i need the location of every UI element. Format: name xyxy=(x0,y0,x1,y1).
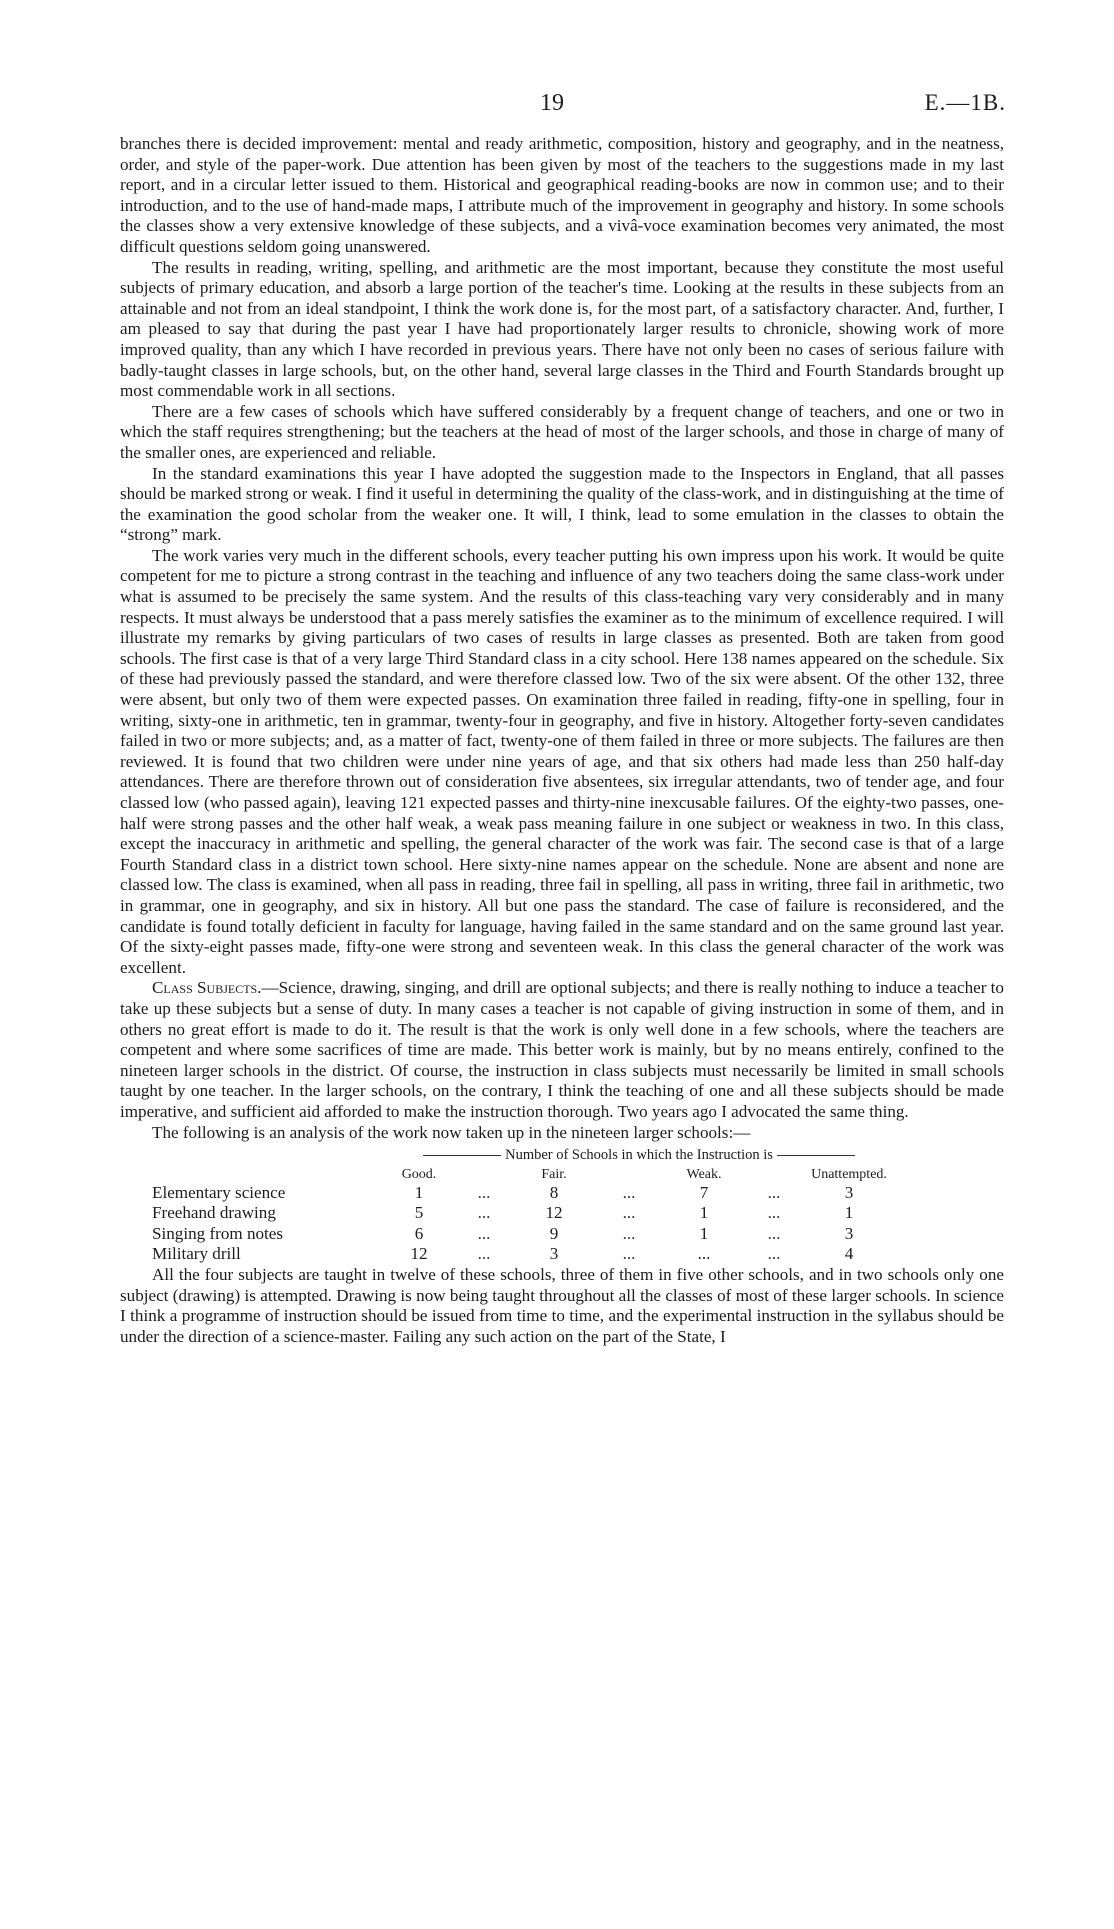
column-header-fair: Fair. xyxy=(541,1166,567,1182)
table-row xyxy=(152,1224,894,1245)
leader-dots: ... xyxy=(477,1203,491,1223)
leader-dots: ... xyxy=(622,1182,636,1202)
caption-rule-right xyxy=(777,1155,855,1156)
leader-dots: ... xyxy=(477,1244,491,1264)
leader-dots: ... xyxy=(622,1203,636,1223)
caption-rule-left xyxy=(423,1155,501,1156)
paragraph-results: The results in reading, writing, spelling, and arithmetic are the most important, because they constitute the most useful subjects of primary education, and absorb a large portion of the teacher's time. Looking at the results in these subjects from an attainable and not from an ideal standpoint, I think the work done is, for the most part, of a satisfactory character. And, further, I am pleased to say that during the past year I have had proportionately larger results to chronicle, showing work of more improved quality, than any which I have recorded in previous years. There have not only been no cases of serious failure with badly-taught classes in large schools, but, on the other hand, several large classes in the Third and Fourth Standards brought up most commendable work in all sections. xyxy=(120,257,1004,401)
body-text xyxy=(120,134,1004,1347)
column-header-good: Good. xyxy=(401,1166,437,1182)
page-number: 19 xyxy=(540,90,564,116)
cell-good: 1 xyxy=(414,1182,424,1202)
paragraph-teachers: There are a few cases of schools which have suffered considerably by a frequent change of teachers, and one or two in which the staff requires strengthening; but the teachers at the head of most of the larger schools, and those in charge of many of the smaller ones, are experienced and reliable. xyxy=(120,401,1004,462)
document-reference: E.—1B. xyxy=(924,90,1006,115)
row-subject: Military drill xyxy=(152,1244,241,1264)
cell-good: 6 xyxy=(414,1223,424,1243)
cell-unattempted: 3 xyxy=(844,1223,854,1243)
cell-weak: 1 xyxy=(699,1223,709,1243)
leader-dots: ... xyxy=(477,1223,491,1243)
row-subject: Elementary science xyxy=(152,1182,286,1202)
leader-dots: ... xyxy=(767,1203,781,1223)
cell-good: 12 xyxy=(410,1244,428,1264)
column-header-unattempted: Unattempted. xyxy=(811,1166,887,1182)
leader-dots: ... xyxy=(767,1182,781,1202)
paragraph-class-subjects xyxy=(120,978,1004,1122)
paragraph-class-cases: The work varies very much in the different schools, every teacher putting his own impress upon his work. It would be quite competent for me to picture a strong contrast in the teaching and influence of any two teachers doing the same class-work under what is assumed to be precisely the same system. And the results of this class-teaching vary very considerably and in many respects. It must always be understood that a pass merely satisfies the examiner as to the minimum of excellence required. I will illustrate my remarks by giving particulars of two cases of results in large classes as presented. Both are taken from good schools. The first case is that of a very large Third Standard class in a city school. Here 138 names appeared on the schedule. Six of these had previously passed the standard, and were therefore classed low. Two of the six were absent. Of the other 132, three were absent, but only two of them were expected passes. On examination three failed in reading, fifty-one in spelling, four in writing, sixty-one in arithmetic, ten in grammar, twenty-four in geography, and five in history. Altogether forty-seven candidates failed in two or more subjects; and, as a matter of fact, twenty-one of them failed in three or more subjects. The failures are then reviewed. It is found that two children were under nine years of age, and that six others had made less than 250 half-day attendances. There are therefore thrown out of consideration five absentees, six irregular attendants, two of tender age, and four classed low (who passed again), leaving 121 expected passes and thirty-nine inexcusable failures. Of the eighty-two passes, one-half were strong passes and the other half weak, a weak pass meaning failure in one subject or weakness in two. In this class, except the inaccuracy in arithmetic and spelling, the general character of the work was fair. The second case is that of a large Fourth Standard class in a district town school. Here sixty-nine names appear on the schedule. None are absent and none are classed low. The class is examined, when all pass in reading, three fail in spelling, all pass in writing, three fail in arithmetic, two in grammar, one in geography, and six in history. All but one pass the standard. The case of failure is reconsidered, and the candidate is found totally deficient in faculty for language, having failed in the same standard and on the same ground last year. Of the sixty-eight passes made, fifty-one were strong and seventeen weak. In this class the general character of the work was excellent. xyxy=(120,545,1004,977)
table-row xyxy=(152,1244,894,1265)
table-header-row xyxy=(152,1166,894,1183)
cell-unattempted: 1 xyxy=(844,1203,854,1223)
cell-unattempted: 3 xyxy=(844,1182,854,1202)
row-subject: Freehand drawing xyxy=(152,1203,276,1223)
cell-fair: 8 xyxy=(549,1182,559,1202)
table-caption-row xyxy=(152,1145,894,1166)
analysis-table xyxy=(152,1145,894,1265)
class-subjects-text: —Science, drawing, singing, and drill are optional subjects; and there is really nothing to induce a teacher to take up these subjects but a sense of duty. In many cases a teacher is not capable of giving instruction in some of them, and in others no great effort is made to do it. The result is that the work is only well done in a few schools, where the teachers are competent and where some sacrifices of time are made. This better work is mainly, but by no means entirely, confined to the nineteen larger schools in the district. Of course, the instruction in class subjects must necessarily be limited in small schools taught by one teacher. In the larger schools, on the contrary, I think the teaching of one and all these subjects should be made imperative, and sufficient aid afforded to make the instruction thorough. Two years ago I advocated the same thing. xyxy=(120,978,1004,1121)
table-row xyxy=(152,1183,894,1204)
column-header-weak: Weak. xyxy=(686,1166,722,1182)
row-subject: Singing from notes xyxy=(152,1223,284,1243)
cell-fair: 3 xyxy=(549,1244,559,1264)
cell-good: 5 xyxy=(414,1203,424,1223)
leader-dots: ... xyxy=(767,1223,781,1243)
leader-dots: ... xyxy=(767,1244,781,1264)
table-row xyxy=(152,1203,894,1224)
analysis-intro: The following is an analysis of the work now taken up in the nineteen larger schools:— xyxy=(152,1122,751,1142)
cell-weak: 7 xyxy=(699,1182,709,1202)
paragraph-closing: All the four subjects are taught in twelve of these schools, three of them in five other schools, and in two schools only one subject (drawing) is attempted. Drawing is now being taught throughout all the classes of most of these larger schools. In science I think a programme of instruction should be issued from time to time, and the experimental instruction in the syllabus should be under the direction of a science-master. Failing any such action on the part of the State, I xyxy=(120,1265,1004,1346)
paragraph-standard-examinations: In the standard examinations this year I have adopted the suggestion made to the Inspectors in England, that all passes should be marked strong or weak. I find it useful in determining the quality of the class-work, and in distinguishing at the time of the examination the good scholar from the weaker one. It will, I think, lead to some emulation in the classes to obtain the “strong” mark. xyxy=(120,463,1004,545)
table-caption: Number of Schools in which the Instruction is xyxy=(505,1147,773,1164)
leader-dots: ... xyxy=(622,1223,636,1243)
class-subjects-heading: Class Subjects. xyxy=(152,978,262,998)
cell-weak: 1 xyxy=(699,1203,709,1223)
cell-fair: 12 xyxy=(545,1203,563,1223)
leader-dots: ... xyxy=(477,1182,491,1202)
cell-fair: 9 xyxy=(549,1223,559,1243)
page-header xyxy=(120,90,1004,134)
cell-weak: ... xyxy=(697,1244,711,1264)
cell-unattempted: 4 xyxy=(844,1244,854,1264)
leader-dots: ... xyxy=(622,1244,636,1264)
paragraph-improvement: branches there is decided improvement: mental and ready arithmetic, composition, history and geography, and in the neatness, order, and style of the paper-work. Due attention has been given by most of the teachers to the suggestions made in my last report, and in a circular letter issued to them. Historical and geographical reading-books are now in common use; and to their introduction, and to the use of hand-made maps, I attribute much of the improvement in geography and history. In some schools the classes show a very extensive knowledge of these subjects, and a vivâ-voce examination becomes very animated, the most difficult questions seldom going unanswered. xyxy=(120,134,1004,256)
